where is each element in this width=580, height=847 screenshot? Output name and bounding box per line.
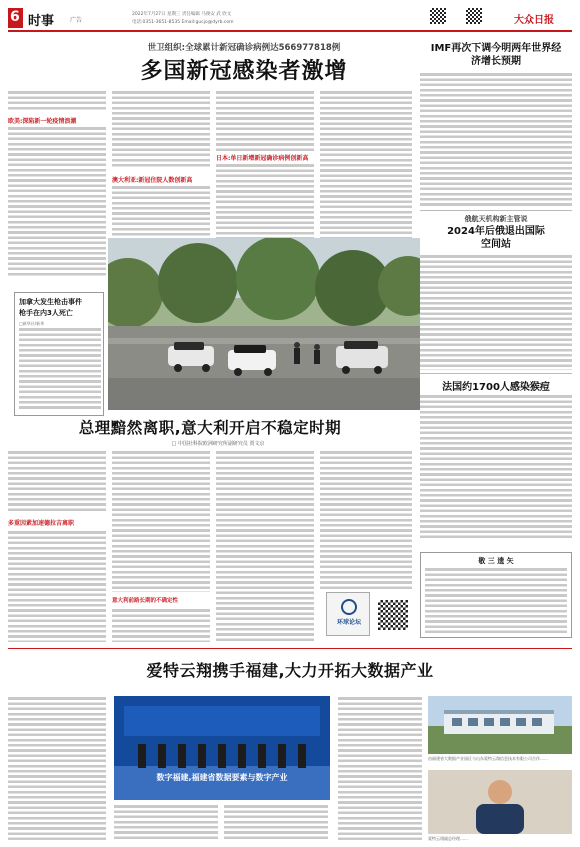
article-bigdata: [8, 652, 572, 842]
inset-byline: □新华社/新华: [19, 321, 45, 326]
article2-subhead-1: 多重因素加速德拉吉离职: [8, 520, 75, 527]
forum-badge: [326, 592, 370, 636]
article3-headline: 爱特云翔携手福建,大力开拓大数据产业: [146, 661, 434, 680]
photo-caption-1: 由福建省大数据产业园区与山东爱特云翔信息技术有限公司合作……: [428, 756, 548, 761]
inset-box: [14, 292, 104, 416]
article1-col3: [216, 90, 314, 152]
article2-col2: [112, 450, 210, 592]
article2-col2b: [112, 608, 210, 642]
newspaper-logo: 大众日报: [514, 15, 554, 26]
article1-subhead-1: 欧美:深陷新一轮疫情浪潮: [8, 118, 77, 125]
article2-col1: [8, 450, 106, 512]
article-italy: [8, 414, 412, 644]
imf-body: [420, 72, 572, 206]
article3-col2: [114, 804, 218, 840]
imf-headline: IMF再次下调今明两年世界经济增长预期: [430, 43, 562, 67]
article2-col3: [216, 450, 314, 642]
article1-kicker: 世卫组织:全球累计新冠确诊病例达566977818例: [147, 43, 341, 53]
qr-code-2: [466, 8, 482, 24]
forum-qr-code: [378, 600, 408, 630]
stage-banner: 数字福建,福建省数据要素与数字产业: [156, 773, 288, 782]
article1-col1b: [8, 126, 106, 278]
section-name: 时事: [28, 14, 55, 29]
page-number: 6: [10, 9, 20, 25]
photo-caption-2: 爱特云翔副总经理……: [428, 836, 468, 841]
section-rule: [8, 648, 572, 649]
person-photo: [428, 770, 572, 834]
conference-photo: [114, 696, 330, 800]
article2-col4: [320, 450, 412, 590]
inset-body: [19, 327, 101, 411]
article-imf: [420, 40, 572, 208]
russia-body: [420, 254, 572, 370]
data-center-photo: [428, 696, 572, 754]
france-body: [420, 394, 572, 540]
article1-col1: [8, 90, 106, 112]
shooting-scene-photo: [108, 238, 420, 410]
article2-byline: □ 中国社科院欧洲研究所副研究员 贾文京: [171, 441, 265, 447]
divider-r2: [420, 373, 572, 374]
classified-body: [425, 567, 567, 635]
article1-subhead-4: 日本:单日新增新冠确诊病例创新高: [216, 155, 309, 162]
stage-photo: [114, 696, 330, 800]
article1-headline: 多国新冠感染者激增: [140, 59, 348, 84]
article1-col2: [112, 90, 210, 168]
inset-title: 加拿大发生枪击事件: [19, 298, 82, 306]
globe-icon: [341, 599, 357, 615]
russia-kicker: 俄航天机构新主管说: [464, 215, 528, 223]
article3-col1: [8, 696, 106, 840]
street-police-photo: [108, 238, 420, 410]
article3-col4: [338, 696, 422, 840]
article3-col3: [224, 804, 328, 840]
russia-headline: 2024年后俄退出国际空间站: [447, 226, 545, 250]
ad-tag: 广告: [70, 17, 83, 24]
classified-title: 敬 三 遗 矢: [478, 557, 514, 565]
article2-col1b: [8, 530, 106, 642]
article1-col4: [320, 90, 412, 262]
executive-photo: [428, 770, 572, 834]
masthead: [8, 8, 572, 36]
header-info-2: 电话:0351-3651-8535 Email:gucjo@dyrb.com: [132, 20, 234, 25]
article-russia: [420, 212, 572, 372]
divider-r1: [420, 210, 572, 211]
inset-subtitle: 枪手在内3人死亡: [19, 309, 73, 317]
article2-headline: 总理黯然离职,意大利开启不稳定时期: [78, 419, 342, 437]
header-info-1: 2022年7月27日 星期三 责任编辑 马俊安 武 欣文: [132, 12, 232, 17]
article-france: [420, 376, 572, 544]
article1-subhead-2: 澳大利亚:新冠住院人数创新高: [112, 177, 193, 184]
article2-subhead-2: 意大利前路长期的不确定性: [112, 598, 179, 604]
classified-box: [420, 552, 572, 638]
forum-badge-text: 环球论坛: [336, 619, 361, 626]
building-photo: [428, 696, 572, 754]
qr-code-1: [430, 8, 446, 24]
france-headline: 法国约1700人感染猴痘: [442, 382, 550, 393]
header-rule: [8, 30, 572, 32]
